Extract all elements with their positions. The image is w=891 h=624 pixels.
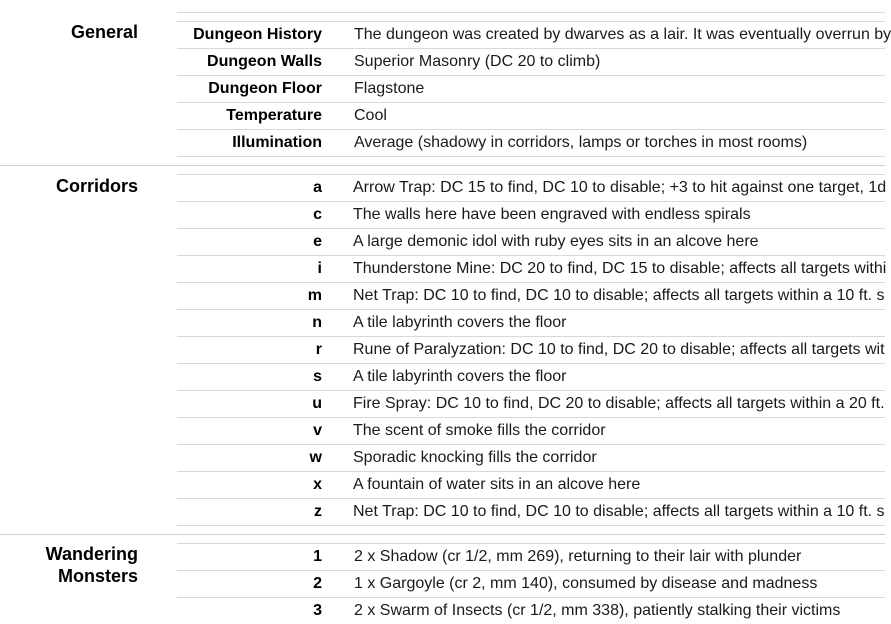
- row-key: 3: [313, 602, 322, 619]
- table-row: [177, 543, 885, 570]
- row-value: A fountain of water sits in an alcove here: [353, 476, 641, 493]
- row-key: Dungeon Walls: [207, 53, 322, 70]
- row-value: Arrow Trap: DC 15 to find, DC 10 to disable; +3 to hit against one target, 1d: [353, 179, 887, 196]
- table-row: [177, 282, 885, 309]
- table-row: [177, 363, 885, 390]
- table-row: [177, 570, 885, 597]
- table-row: [177, 75, 885, 102]
- row-key: r: [315, 341, 322, 358]
- table-row: [177, 201, 885, 228]
- row-value: Net Trap: DC 10 to find, DC 10 to disable; affects all targets within a 10 ft. s: [353, 287, 885, 304]
- row-key: u: [312, 395, 322, 412]
- table-row: [177, 498, 885, 525]
- row-value: Average (shadowy in corridors, lamps or torches in most rooms): [354, 134, 808, 151]
- heading-line: Monsters: [57, 566, 138, 586]
- row-value: A tile labyrinth covers the floor: [353, 314, 567, 331]
- row-value: Rune of Paralyzation: DC 10 to find, DC 20 to disable; affects all targets wit: [353, 341, 885, 358]
- row-value: Sporadic knocking fills the corridor: [353, 449, 597, 466]
- table-row: [177, 597, 885, 624]
- row-key: v: [313, 422, 322, 439]
- row-value: Superior Masonry (DC 20 to climb): [354, 53, 601, 70]
- table-row: [177, 471, 885, 498]
- row-value: 2 x Swarm of Insects (cr 1/2, mm 338), patiently stalking their victims: [354, 602, 841, 619]
- table-row: [177, 174, 885, 201]
- row-key: Dungeon Floor: [208, 80, 322, 97]
- row-key: n: [312, 314, 322, 331]
- table-row: [177, 129, 885, 156]
- section-wandering-monsters: [0, 534, 885, 619]
- row-key: z: [314, 503, 322, 520]
- row-value: Net Trap: DC 10 to find, DC 10 to disable; affects all targets within a 10 ft. s: [353, 503, 885, 520]
- table-row: [177, 336, 885, 363]
- section-general: [0, 0, 891, 165]
- general-table: [177, 12, 891, 164]
- table-row: [177, 255, 885, 282]
- corridors-table: [177, 174, 885, 533]
- table-row: [177, 48, 885, 75]
- table-row: [177, 444, 885, 471]
- row-value: Flagstone: [354, 80, 425, 97]
- table-row: [177, 228, 885, 255]
- table-row: [177, 417, 885, 444]
- row-value: The dungeon was created by dwarves as a lair. It was eventually overrun by: [354, 26, 891, 43]
- row-key: i: [317, 260, 322, 277]
- row-value: 1 x Gargoyle (cr 2, mm 140), consumed by disease and madness: [354, 575, 818, 592]
- row-key: x: [313, 476, 322, 493]
- row-value: The walls here have been engraved with endless spirals: [353, 206, 751, 223]
- row-key: e: [313, 233, 322, 250]
- row-value: Cool: [354, 107, 387, 124]
- table-row: [177, 309, 885, 336]
- row-key: a: [313, 179, 322, 196]
- row-value: Thunderstone Mine: DC 20 to find, DC 15 to disable; affects all targets withi: [353, 260, 887, 277]
- row-value: 2 x Shadow (cr 1/2, mm 269), returning to their lair with plunder: [354, 548, 802, 565]
- section-heading-general: General: [70, 22, 138, 42]
- table-row: [177, 390, 885, 417]
- row-value: A tile labyrinth covers the floor: [353, 368, 567, 385]
- row-key: Illumination: [232, 134, 322, 151]
- wandering-monsters-table: [177, 543, 885, 624]
- row-key: Temperature: [226, 107, 322, 124]
- row-value: A large demonic idol with ruby eyes sits in an alcove here: [353, 233, 759, 250]
- row-key: c: [313, 206, 322, 223]
- row-key: Dungeon History: [193, 26, 322, 43]
- row-key: w: [309, 449, 322, 466]
- row-value: Fire Spray: DC 10 to find, DC 20 to disable; affects all targets within a 20 ft.: [353, 395, 885, 412]
- row-key: m: [307, 287, 322, 304]
- row-key: s: [313, 368, 322, 385]
- row-value: The scent of smoke fills the corridor: [353, 422, 606, 439]
- section-heading-corridors: Corridors: [55, 176, 138, 196]
- table-row: [177, 21, 891, 48]
- section-heading-wandering-monsters: [46, 543, 138, 587]
- row-key: 1: [313, 548, 322, 565]
- table-row: [177, 102, 885, 129]
- row-key: 2: [313, 575, 322, 592]
- heading-line: Wandering: [45, 544, 138, 564]
- section-corridors: [0, 165, 885, 535]
